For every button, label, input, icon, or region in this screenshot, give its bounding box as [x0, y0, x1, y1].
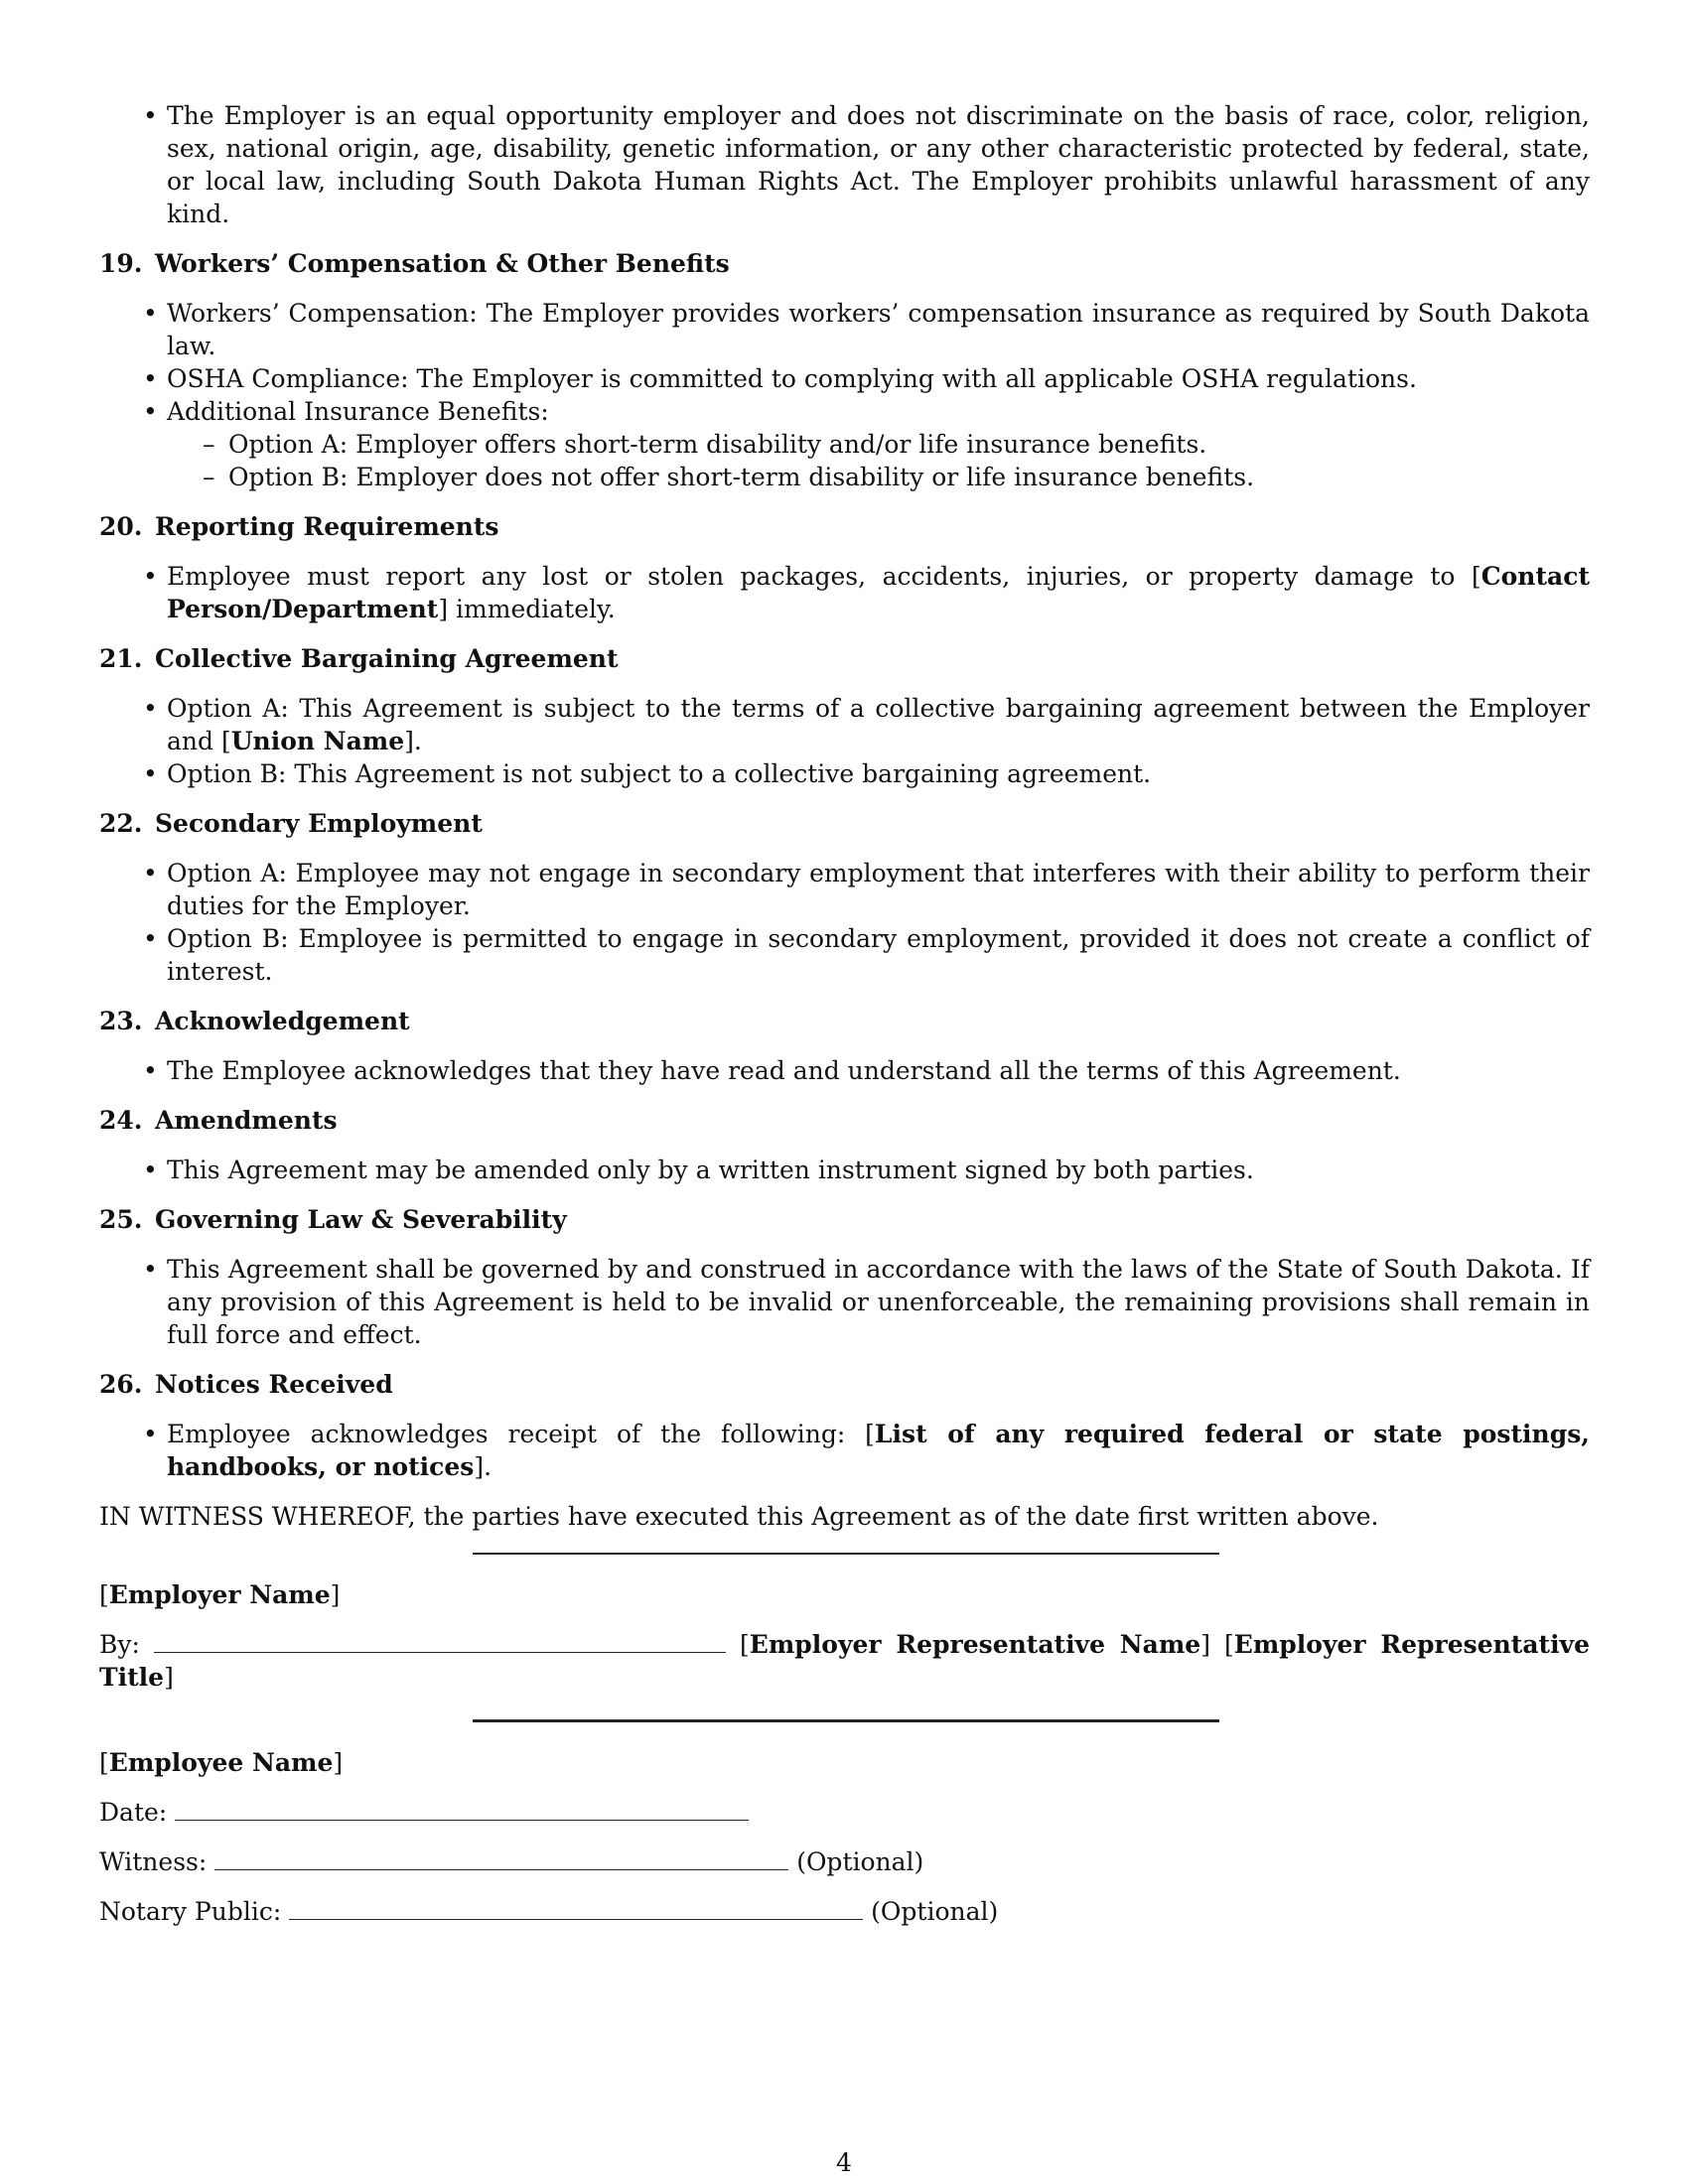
list-item: • Option A: Employee may not engage in secondary employment that interferes with their ability to perform their duties for the Employer. [99, 857, 1590, 922]
section-25-heading: 25. Governing Law & Severability [99, 1205, 567, 1234]
notary-field[interactable] [289, 1895, 863, 1920]
list-item: • Option B: Employee is permitted to engage in secondary employment, provided it does not create a conflict of interest. [99, 922, 1590, 988]
page-number: 4 [836, 2148, 852, 2177]
eeo-bullet: • The Employer is an equal opportunity employer and does not discriminate on the basis of race, color, religion, sex, national origin, age, disability, genetic information, or any other characteristic protected by federal, state, or local law, including South Dakota Human Rights Act. The Employer prohibits unlawful harassment of any kind. [99, 99, 1590, 230]
employer-signature-line [473, 1553, 1219, 1555]
witness-field[interactable] [214, 1845, 788, 1870]
document-page [99, 99, 1590, 1928]
placeholder-notices: List of any required federal or state postings, handbooks, or notices [167, 1420, 1590, 1481]
employer-name-line: [Employer Name] [99, 1580, 341, 1609]
list-item: • This Agreement shall be governed by and construed in accordance with the laws of the State of South Dakota. If any provision of this Agreement is held to be invalid or unenforceable, the remaining provisions shall remain in full force and effect. [99, 1253, 1590, 1351]
list-item: • Workers’ Compensation: The Employer provides workers’ compensation insurance as required by South Dakota law. [99, 297, 1590, 362]
employee-signature-line [473, 1719, 1219, 1722]
date-field[interactable] [175, 1796, 749, 1821]
employer-by-line: By: [Employer Representative Name] [Employer Representative Title] [99, 1630, 1590, 1692]
list-item: • Option B: This Agreement is not subject to a collective bargaining agreement. [99, 757, 1590, 790]
witness-line: Witness: (Optional) [99, 1847, 924, 1876]
sub-list-item: – Option B: Employer does not offer short-term disability or life insurance benefits. [99, 461, 1590, 493]
employee-name-line: [Employee Name] [99, 1748, 344, 1777]
witness-statement: IN WITNESS WHEREOF, the parties have executed this Agreement as of the date first written above. [99, 1502, 1379, 1531]
section-24-heading: 24. Amendments [99, 1106, 338, 1135]
by-signature-field[interactable] [154, 1628, 726, 1653]
section-19-heading: 19. Workers’ Compensation & Other Benefits [99, 249, 730, 278]
list-item: • Employee must report any lost or stolen packages, accidents, injuries, or property damage to [Contact Person/Department] immediately. [99, 560, 1590, 625]
placeholder-contact: Contact Person/Department [167, 562, 1590, 623]
date-line: Date: [99, 1796, 1590, 1829]
list-item: • OSHA Compliance: The Employer is committed to complying with all applicable OSHA regulations. [99, 362, 1590, 395]
section-23-heading: 23. Acknowledgement [99, 1007, 410, 1035]
placeholder-union: Union Name [230, 727, 405, 755]
list-item: • Employee acknowledges receipt of the following: [List of any required federal or state postings, handbooks, or notices]. [99, 1418, 1590, 1483]
list-item: • The Employee acknowledges that they have read and understand all the terms of this Agreement. [99, 1054, 1590, 1087]
notary-line: Notary Public: (Optional) [99, 1897, 999, 1926]
section-20-heading: 20. Reporting Requirements [99, 512, 499, 541]
sub-list-item: – Option A: Employer offers short-term disability and/or life insurance benefits. [99, 428, 1590, 461]
section-26-heading: 26. Notices Received [99, 1370, 393, 1399]
list-item: • Option A: This Agreement is subject to the terms of a collective bargaining agreement between the Employer and [Union Name]. [99, 692, 1590, 757]
section-22-heading: 22. Secondary Employment [99, 809, 483, 838]
section-21-heading: 21. Collective Bargaining Agreement [99, 644, 619, 673]
list-item: • This Agreement may be amended only by a written instrument signed by both parties. [99, 1154, 1590, 1186]
list-item: • Additional Insurance Benefits: [99, 395, 1590, 428]
